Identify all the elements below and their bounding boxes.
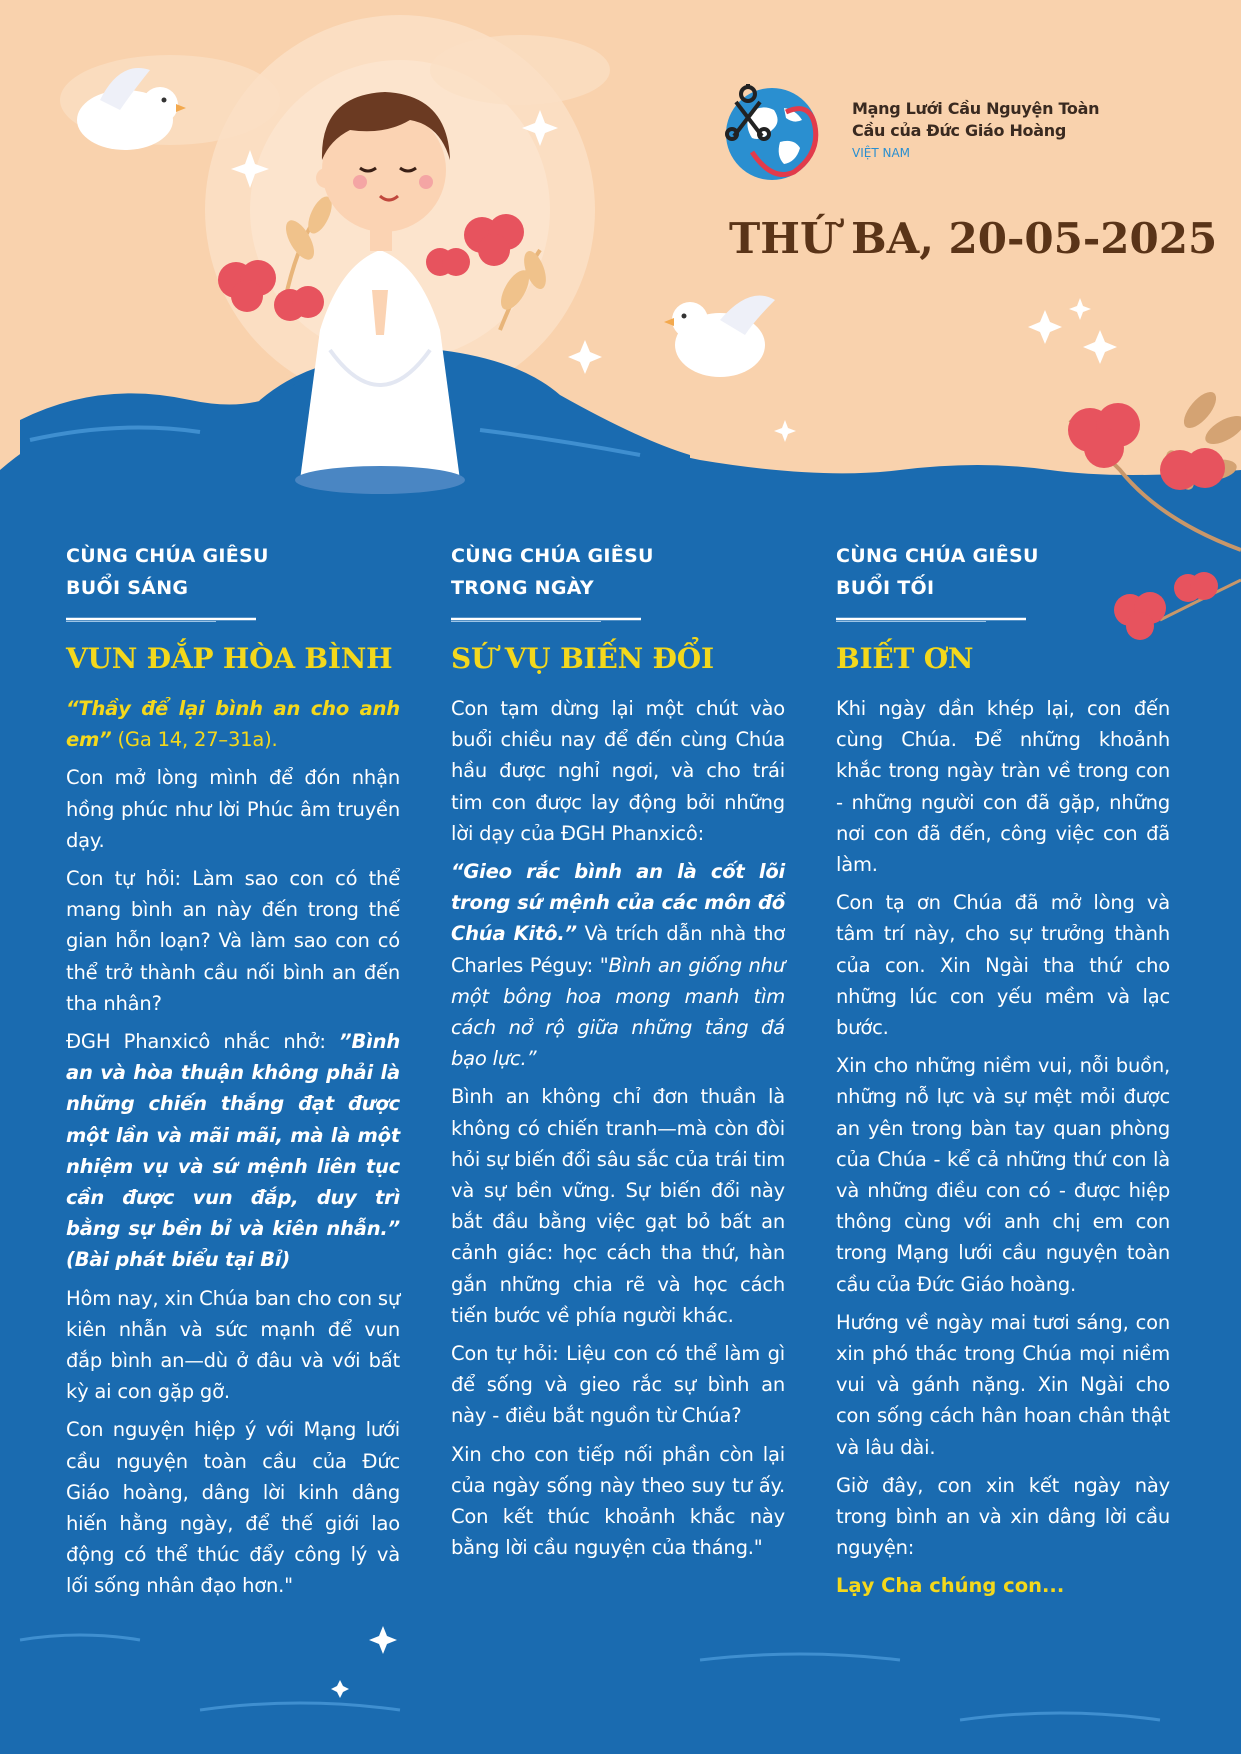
quote-text: “Thầy để lại bình an cho anh em” xyxy=(66,697,400,752)
pope-quote-paragraph xyxy=(451,856,785,1074)
page-date: THỨ BA, 20-05-2025 xyxy=(729,214,1218,263)
section-heading: BIẾT ƠN xyxy=(836,642,974,675)
poet-quote: "Bình an giống như một bông hoa mong manh tìm cách nở rộ giữa những tảng đá bạo lực.” xyxy=(451,953,786,1071)
paragraph: Khi ngày dần khép lại, con đến cùng Chúa. Để những khoảnh khắc trong ngày tràn về trong con - những người con đã gặp, những nơi con đã đến, công việc con đã làm. xyxy=(836,697,1170,877)
kicker-line-2: BUỔI TỐI xyxy=(836,577,935,599)
paragraph: Hướng về ngày mai tươi sáng, con xin phó thác trong Chúa mọi niềm vui và gánh nặng. Xin Ngài cho con sống cách hân hoan chân thật và lâu dài. xyxy=(836,1310,1170,1459)
header-illustration xyxy=(0,0,1241,560)
org-name: Mạng Lưới Cầu Nguyện Toàn Cầu của Đức Giáo Hoàng xyxy=(852,99,1100,140)
paragraph: Con tự hỏi: Liệu con có thể làm gì để sống và gieo rắc sự bình an này - điều bắt nguồn từ Chúa? xyxy=(451,1342,785,1428)
section-heading: SỨ VỤ BIẾN ĐỔI xyxy=(451,642,714,675)
column-daytime xyxy=(451,540,785,1570)
flower-decoration xyxy=(1100,560,1241,660)
underline-divider xyxy=(66,616,256,622)
section-heading: VUN ĐẮP HÒA BÌNH xyxy=(66,642,393,675)
pope-quote-paragraph xyxy=(66,1026,400,1276)
column-morning xyxy=(66,540,400,1609)
kicker-line-1: CÙNG CHÚA GIÊSU xyxy=(66,545,269,567)
quote-reference: (Ga 14, 27–31a). xyxy=(111,728,278,752)
pope-quote: ”Bình an và hòa thuận không phải là những chiến thắng đạt được một lần và mãi mãi, mà là một nhiệm vụ và sứ mệnh liên tục cần được vun đắp, duy trì bằng sự bền bỉ và kiên nhẫn.” (Bài phát biểu tại Bỉ) xyxy=(66,1030,400,1272)
kicker-line-2: BUỔI SÁNG xyxy=(66,577,189,599)
quote-lead: ĐGH Phanxicô nhắc nhở: xyxy=(66,1030,340,1054)
underline-divider xyxy=(451,616,641,622)
column-evening xyxy=(836,540,1170,1601)
paragraph: Hôm nay, xin Chúa ban cho con sự kiên nhẫn và sức mạnh để vun đắp bình an—dù ở đâu và với bất kỳ ai con gặp gỡ. xyxy=(66,1286,400,1404)
paragraph: Con nguyện hiệp ý với Mạng lưới cầu nguyện toàn cầu của Đức Giáo hoàng, dâng lời kinh dâng hiến hằng ngày, để thế giới lao động có thể thúc đẩy công lý và lối sống nhân đạo hơn." xyxy=(66,1418,400,1598)
scripture-quote xyxy=(66,693,400,755)
paragraph: Con tự hỏi: Làm sao con có thể mang bình an này đến trong thế gian hỗn loạn? Và làm sao con có thể trở thành cầu nối bình an đến tha nhân? xyxy=(66,867,400,1015)
kicker-line-2: TRONG NGÀY xyxy=(451,577,594,599)
paragraph: Xin cho con tiếp nối phần còn lại của ngày sống này theo suy tư ấy. Con kết thúc khoảnh khắc này bằng lời cầu nguyện của tháng." xyxy=(451,1442,785,1560)
paragraph: Con tạ ơn Chúa đã mở lòng và tâm trí này, cho sự trưởng thành của con. Xin Ngài tha thứ cho những lúc con yếu mềm và lạc bước. xyxy=(836,891,1170,1040)
quote-mid: Và trích dẫn nhà thơ Charles Péguy: xyxy=(451,922,785,977)
paragraph: Bình an không chỉ đơn thuần là không có chiến tranh—mà còn đòi hỏi sự biến đổi sâu sắc của trái tim và sự bền vững. Sự biến đổi này bắt đầu bằng việc gạt bỏ bất an cảnh giác: học cách tha thứ, hàn gắn những chia rẽ và học cách tiến bước về phía người khác. xyxy=(451,1085,785,1327)
paragraph: Con mở lòng mình để đón nhận hồng phúc như lời Phúc âm truyền dạy. xyxy=(66,766,400,852)
kicker-line-1: CÙNG CHÚA GIÊSU xyxy=(451,545,654,567)
water-decoration xyxy=(0,1600,1241,1754)
closing-prayer: Lạy Cha chúng con... xyxy=(836,1574,1065,1598)
org-logo xyxy=(722,82,1182,182)
kicker-line-1: CÙNG CHÚA GIÊSU xyxy=(836,545,1039,567)
crossed-keys-icon xyxy=(722,82,774,144)
paragraph: Xin cho những niềm vui, nỗi buồn, những nỗ lực và sự mệt mỏi được an yên trong bàn tay quan phòng của Chúa - kể cả những thứ con là và những điều con có - được hiệp thông cùng với anh chị em con trong Mạng lưới cầu nguyện toàn cầu của Đức Giáo hoàng. xyxy=(836,1054,1170,1296)
paragraph: Con tạm dừng lại một chút vào buổi chiều nay để đến cùng Chúa hầu được nghỉ ngơi, và cho trái tim con được lay động bởi những lời dạy của ĐGH Phanxicô: xyxy=(451,697,785,845)
org-country: VIỆT NAM xyxy=(852,146,911,160)
underline-divider xyxy=(836,616,1026,622)
paragraph: Giờ đây, con xin kết ngày này trong bình an và xin dâng lời cầu nguyện: xyxy=(836,1473,1170,1560)
pope-quote: “Gieo rắc bình an là cốt lõi trong sứ mệnh của các môn đồ Chúa Kitô.” xyxy=(451,860,785,946)
